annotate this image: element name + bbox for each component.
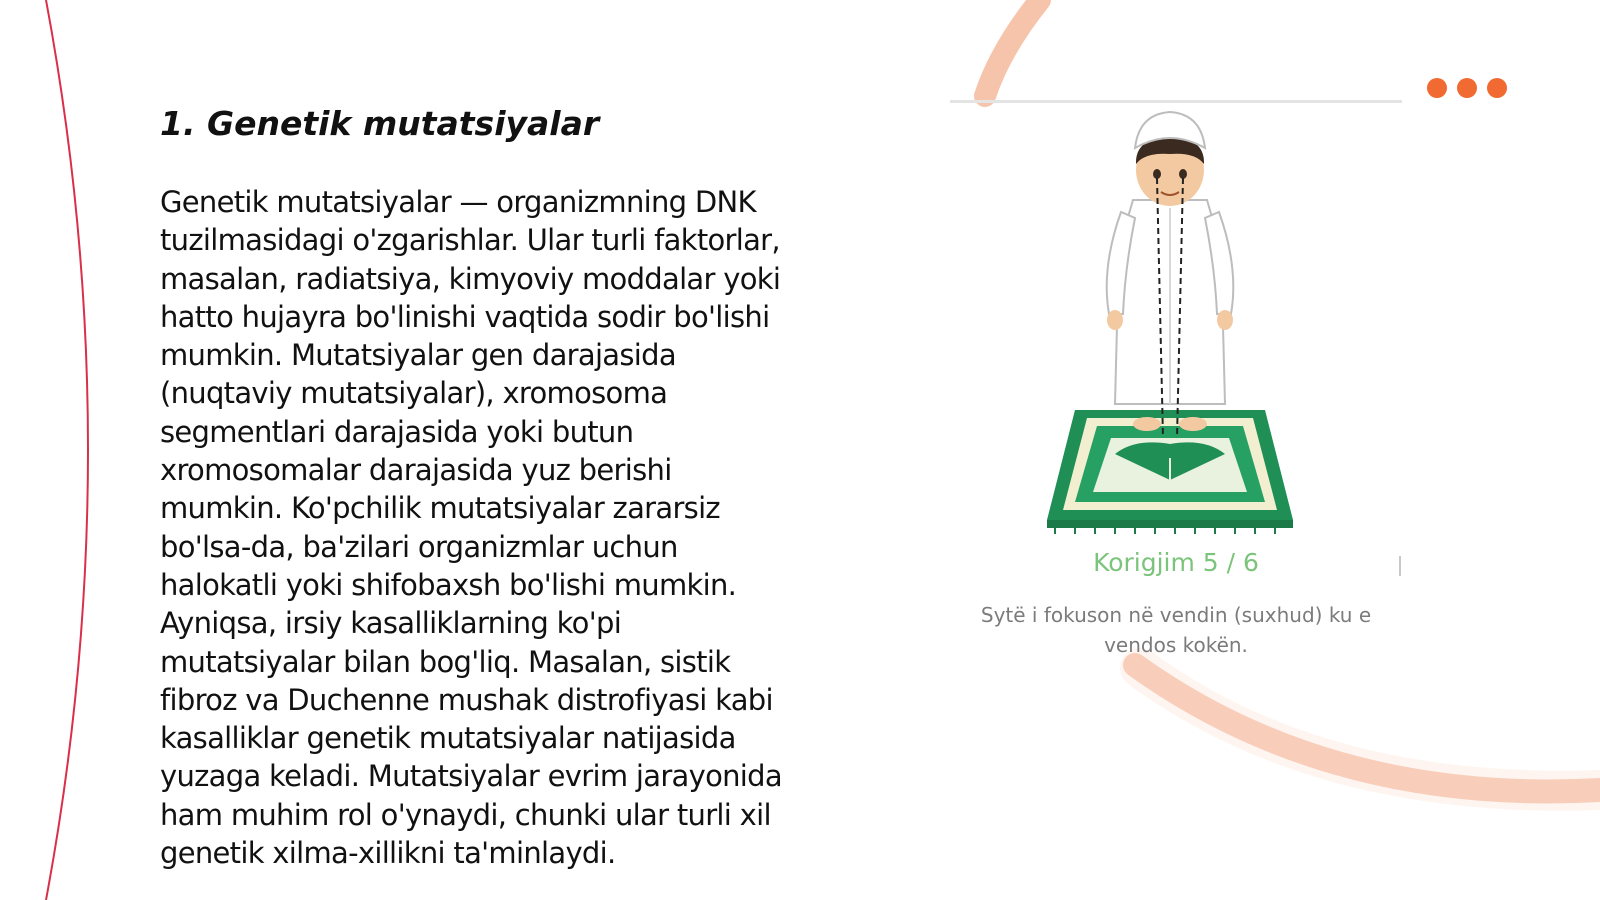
- more-options-icon[interactable]: [1427, 78, 1507, 98]
- caption-line: Sytë i fokuson në vendin (suxhud) ku e: [980, 603, 1372, 627]
- top-arc: [985, 0, 1040, 96]
- counter-tick: [1399, 556, 1401, 576]
- body-line: bo'lsa-da, ba'zilari organizmlar uchun: [160, 529, 678, 564]
- slide-counter: Korigjim 5 / 6: [1093, 548, 1259, 577]
- body-line: fibroz va Duchenne mushak distrofiyasi kabi: [160, 682, 773, 717]
- body-line: mumkin. Ko'pchilik mutatsiyalar zararsiz: [160, 491, 720, 526]
- body-line: halokatli yoki shifobaxsh bo'lishi mumkin.: [160, 567, 737, 602]
- body-line: (nuqtaviy mutatsiyalar), xromosoma: [160, 376, 668, 411]
- body-line: tuzilmasidagi o'zgarishlar. Ular turli faktorlar,: [160, 223, 780, 258]
- dot: [1427, 78, 1447, 98]
- body-line: xromosomalar darajasida yuz berishi: [160, 453, 672, 488]
- body-line: Genetik mutatsiyalar — organizmning DNK: [160, 185, 756, 219]
- bottom-arc-fade: [1140, 668, 1600, 791]
- body-paragraph: [160, 183, 860, 872]
- dot: [1457, 78, 1477, 98]
- boy-figure: [1107, 112, 1234, 438]
- body-line: ham muhim rol o'ynaydi, chunki ular turli xil: [160, 797, 771, 832]
- figure-divider: [950, 100, 1402, 103]
- body-line: masalan, radiatsiya, kimyoviy moddalar yoki: [160, 261, 781, 296]
- dot: [1487, 78, 1507, 98]
- slide-title: 1. Genetik mutatsiyalar: [160, 104, 600, 143]
- body-line: hatto hujayra bo'linishi vaqtida sodir bo'lishi: [160, 299, 770, 334]
- left-accent-line: [46, 0, 88, 900]
- body-line: mutatsiyalar bilan bog'liq. Masalan, sistik: [160, 644, 731, 679]
- prayer-rug: [1047, 410, 1293, 534]
- body-line: kasalliklar genetik mutatsiyalar natijasida: [160, 721, 736, 756]
- body-line: mumkin. Mutatsiyalar gen darajasida: [160, 338, 676, 373]
- body-line: Ayniqsa, irsiy kasalliklarning ko'pi: [160, 606, 622, 641]
- caption-line: vendos kokën.: [1104, 633, 1248, 657]
- body-line: segmentlari darajasida yoki butun: [160, 414, 634, 449]
- prayer-illustration: [1035, 108, 1305, 540]
- body-line: genetik xilma-xillikni ta'minlaydi.: [160, 836, 616, 871]
- figure-caption: [950, 600, 1402, 660]
- body-line: yuzaga keladi. Mutatsiyalar evrim jarayonida: [160, 759, 782, 794]
